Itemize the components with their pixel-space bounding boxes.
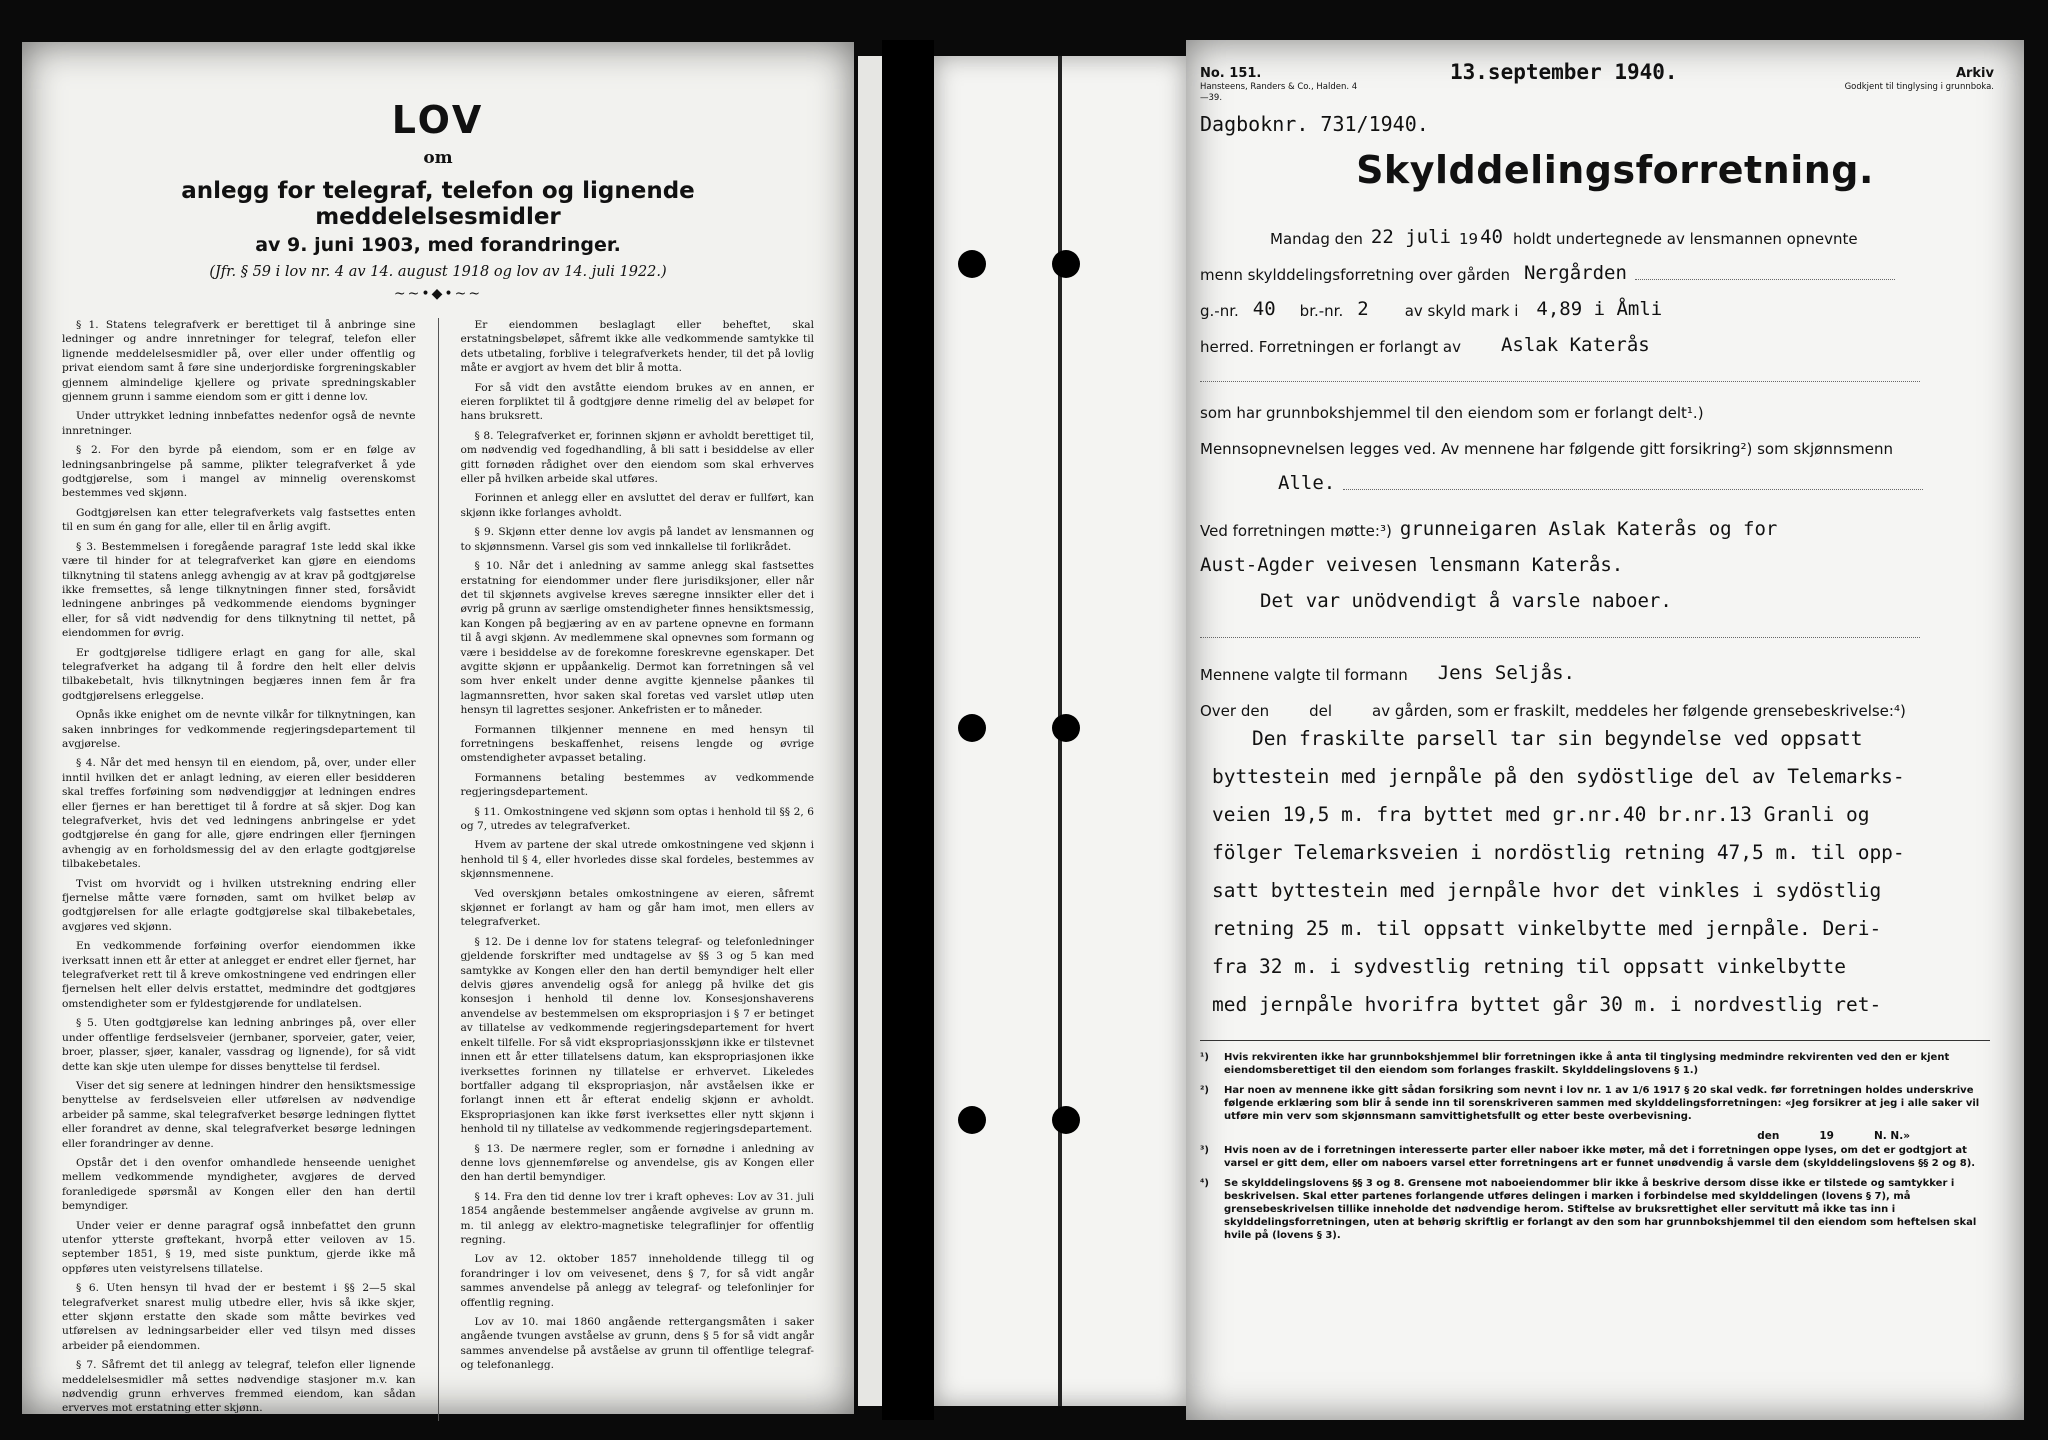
description-line: byttestein med jernpåle på den sydöstlige del av Telemarks- xyxy=(1212,765,1905,788)
footnote-number: ¹) xyxy=(1200,1052,1209,1063)
requester-value: Aslak Katerås xyxy=(1500,334,1650,356)
year-value: 40 xyxy=(1480,226,1503,248)
description-line: retning 25 m. til oppsatt vinkelbytte med jernpåle. Deri- xyxy=(1212,917,1882,940)
attended-value-2: Aust-Agder veivesen lensmann Katerås. xyxy=(1200,554,1624,576)
footnotes xyxy=(1200,1040,1990,1242)
label: herred. Forretningen er forlangt av xyxy=(1200,338,1461,356)
law-title: LOV xyxy=(391,98,485,142)
law-reference: (Jfr. § 59 i lov nr. 4 av 14. august 1918 og lov av 14. juli 1922.) xyxy=(209,264,667,280)
label: br.-nr. xyxy=(1299,302,1344,320)
form-row-numbers xyxy=(1200,284,1990,320)
law-paragraph: § 14. Fra den tid denne lov trer i kraft opheves: Lov av 31. juli 1854 angående bestemmelser angående avgivelse av grunn m. m. til anlegg av elektro-magnetiske telegraflinjer for offentlig regning. xyxy=(460,1190,814,1246)
form-row-attended-2 xyxy=(1200,540,1990,576)
footnote xyxy=(1200,1144,1990,1170)
label: 19 xyxy=(1458,230,1479,248)
law-paragraph: En vedkommende forføining overfor eiendommen ikke iverksatt innen ett år etter at anlegget er endret eller fjernet, har telegrafverket rett til å kreve omkostningene ved endringen eller fjernelsen helt eller delvis erstattet, medmindre det godtgjøres omstendigheter som er fyldestgjørende for undlatelsen. xyxy=(62,940,416,1010)
law-paragraph: § 1. Statens telegrafverk er berettiget til å anbringe sine ledninger og andre innretninger for telegraf, telefon eller lignende meddelelsesmidler på, over eller under offentlig og privat eiendom samt å føre sine underjordiske forgreningskabler gjennem almindelige kjellere og private spredningskabler gjennem grunn i samme eiendom som er gitt i denne lov. xyxy=(62,319,416,404)
law-paragraph: Formannen tilkjenner mennene en med hensyn til forretningens beskaffenhet, reisens lengde og øvrige omstendigheter avpasset betaling. xyxy=(460,723,814,765)
label: menn skylddelingsforretning over gården xyxy=(1200,266,1510,284)
dotted-line xyxy=(1200,635,1920,638)
law-paragraph: Under veier er denne paragraf også innbefattet den grunn utenfor ytterste grøftekant, hvorpå etter veiloven av 15. september 1851, § 19, med siste punktum, gjerde ikke må oppføres uten veistyrelsens tillatelse. xyxy=(62,1219,416,1275)
form-page xyxy=(1186,40,2024,1420)
form-row-attended xyxy=(1200,494,1990,540)
publisher: Hansteens, Randers & Co., Halden. 4—39. xyxy=(1200,82,1358,103)
law-column-2 xyxy=(460,318,814,1421)
law-paragraph: Formannens betaling bestemmes av vedkommende regjeringsdepartement. xyxy=(460,771,814,799)
gnr-value: 40 xyxy=(1252,298,1276,320)
boundary-description xyxy=(1200,720,1990,1024)
form-title: Skylddelingsforretning. xyxy=(1356,148,1874,192)
signature-line xyxy=(1200,1130,1910,1144)
description-line: Den fraskilte parsell tar sin begyndelse ved oppsatt xyxy=(1252,727,1863,750)
description-line: veien 19,5 m. fra byttet med gr.nr.40 br.nr.13 Granli og xyxy=(1212,803,1870,826)
form-number: No. 151. xyxy=(1200,66,1262,81)
signature-field: den xyxy=(1757,1130,1780,1142)
column-divider xyxy=(438,318,439,1421)
law-paragraph: § 2. For den byrde på eiendom, som er en følge av ledningsanbringelse på samme, plikter telegrafverket å yde godtgjørelse, som i mangel av minnelig overenskomst bestemmes ved skjønn. xyxy=(62,444,416,500)
punch-hole xyxy=(1052,1106,1080,1134)
label: Mennene valgte til formann xyxy=(1200,666,1408,684)
law-om: om xyxy=(423,148,453,168)
footnote-text: Har noen av mennene ikke gitt sådan forsikring som nevnt i lov nr. 1 av 1/6 1917 § 20 skal vedk. før forretningen holdes underskrive følgende erklæring som blir å sende inn til sorenskriveren sammen med skylddelingsforretningen: «Jeg forsikrer at jeg i alle saker vil utføre min verv som skjønnsmann samvittighetsfullt og etter beste overbevisning. xyxy=(1224,1085,1980,1122)
law-paragraph: Ved overskjønn betales omkostningene av eieren, såfremt skjønnet er forlangt av ham og går ham imot, men ellers av telegrafverket. xyxy=(460,887,814,929)
label: del xyxy=(1309,702,1333,720)
footnote-text: Hvis rekvirenten ikke har grunnbokshjemmel blir forretningen ikke å anta til tinglysing medmindre rekvirenten ved den er kjent eiendomsberettiget til den eiendom som forlanges fraskilt. Skylddelingslovens § 1.) xyxy=(1224,1052,1950,1076)
law-paragraph: Hvem av partene der skal utrede omkostningene ved skjønn i henhold til § 4, eller hvorledes disse skal fordeles, bestemmes av skjønnsmennene. xyxy=(460,839,814,881)
punch-hole xyxy=(1052,714,1080,742)
bnr-value: 2 xyxy=(1357,298,1369,320)
law-paragraph: Tvist om hvorvidt og i hvilken utstrekning endring eller fjernelse måtte være fornøden, samt om hvilket beløp av godtgjørelsen for alle erlagte godtgjørelse skal tilbakebetales, avgjøres ved skjønn. xyxy=(62,877,416,933)
law-paragraph: Under uttrykket ledning innbefattes nedenfor også de nevnte innretninger. xyxy=(62,410,416,437)
law-paragraph: § 6. Uten hensyn til hvad der er bestemt i §§ 2—5 skal telegrafverket snarest mulig utbedre eller, hvis så ikke skjer, etter skjønn erstatte den skade som måtte bevirkes ved utførelsen av ledningsarbeider eller ved tilsyn med disses arbeider på eiendommen. xyxy=(62,1282,416,1352)
dotted-line xyxy=(1200,379,1920,382)
form-row-men xyxy=(1200,422,1990,458)
label: av skyld mark i xyxy=(1404,302,1519,320)
description-line: med jernpåle hvorifra byttet går 30 m. i nordvestlig ret- xyxy=(1212,993,1882,1016)
law-paragraph: For så vidt den avståtte eiendom brukes av en annen, er eieren forpliktet til å godtgjøre denne rimelig del av beløpet for hans bruksrett. xyxy=(460,381,814,423)
description-line: fra 32 m. i sydvestlig retning til oppsatt vinkelbytte xyxy=(1212,955,1846,978)
law-paragraph: Lov av 12. oktober 1857 inneholdende tillegg til og forandringer i lov om veivesenet, dens § 7, for så vidt angår sammes anvendelse på anlegg av telegraf- og telefonlinjer for offentlig regning. xyxy=(460,1253,814,1309)
law-paragraph: Er godtgjørelse tidligere erlagt en gang for alle, skal telegrafverket ha adgang til å fordre den helt eller delvis tilbakebetalt, hvis tilknytningen begjæres innen fem år fra godtgjørelsens erleggelse. xyxy=(62,646,416,702)
archive-stamp: Arkiv xyxy=(1955,66,1994,81)
law-columns xyxy=(62,318,814,1421)
footnote xyxy=(1200,1177,1990,1242)
footnote-number: ⁴) xyxy=(1200,1177,1209,1189)
footnote-text: Se skylddelingslovens §§ 3 og 8. Grensene mot naboeiendommer blir ikke å beskrive dersom disse ikke er tilstede og samtykker i beskrivelsen. Skal etter partenes forlangende utføres delingen i marken i forbindelse med skylddelingen (lovens § 7), må grensebeskrivelsen tillike inneholde det nødvendige herom. Stiftelse av bruksrettighet eller servitutt må ikke tas inn i skylddelingsforretningen, uten at behørig skriftlig er forlangt av den som har grunnbokshjemmel til den eiendom som heftelsen skal hvile på (lovens § 3). xyxy=(1224,1177,1977,1241)
chairman-value: Jens Seljås. xyxy=(1437,662,1575,684)
law-subject: anlegg for telegraf, telefon og lignende meddelelsesmidler xyxy=(181,178,695,230)
form-date: 13.september 1940. xyxy=(1450,60,1678,84)
footnote-text: Hvis noen av de i forretningen interesserte parter eller naboer ikke møter, må det i forretningen oppe lyses, om det er godtgjort at varsel er gitt dem, eller om naboers varsel etter forretningens art er funnet unødvendig å varsle dem (skylddelingslovens §§ 2 og 8). xyxy=(1224,1144,1976,1169)
label: Mennsopnevnelsen legges ved. Av mennene har følgende gitt forsikring²) som skjønnsmenn xyxy=(1200,440,1894,458)
dotted-line xyxy=(1343,487,1923,490)
footnote-number: ³) xyxy=(1200,1144,1209,1156)
law-paragraph: § 7. Såfremt det til anlegg av telegraf, telefon eller lignende meddelelsesmidler må settes nødvendige stasjoner m.v. kan nødvendig grunn erhverves fremmed eiendom, kan sådan erverves mot erstatning etter skjønn. xyxy=(62,1359,416,1415)
law-paragraph: Forinnen et anlegg eller en avsluttet del derav er fullført, kan skjønn ikke forlanges avholdt. xyxy=(460,492,814,519)
form-row-alle xyxy=(1200,458,1990,494)
skyld-value: 4,89 i Åmli xyxy=(1536,298,1663,320)
form-row-boundary-label xyxy=(1200,684,1990,720)
journal-number: Dagboknr. 731/1940. xyxy=(1200,112,1429,136)
law-paragraph: § 13. De nærmere regler, som er fornødne i anledning av denne lovs gjennemførelse og anvendelse, gis av Kongen eller den han dertil bemyndiger. xyxy=(460,1142,814,1184)
form-row-hjemmel xyxy=(1200,386,1990,422)
law-paragraph: § 3. Bestemmelsen i foregående paragraf 1ste ledd skal ikke være til hinder for at telegrafverket kan gjøre en eiendoms tilknytning til statens anlegg avhengig av at krav på godtgjørelse ikke fremsettes, så lenge tilknytningen finner sted, forsåvidt ledningene anbringes på vedkommende eiendoms bygninger eller, for så vidt nødvendig for dens tilknytning til nettet, på eiendommen for øvrig. xyxy=(62,540,416,640)
law-date-line: av 9. juni 1903, med forandringer. xyxy=(255,234,621,256)
law-paragraph: Opnås ikke enighet om de nevnte vilkår for tilknytningen, kan saken innbringes for vedkommende regjeringsdepartement til avgjørelse. xyxy=(62,709,416,750)
law-paragraph: § 5. Uten godtgjørelse kan ledning anbringes på, over eller under offentlige ferdselsveier (jernbaner, sporveier, gater, veier, broer, plasser, sjøer, kanaler, vassdrag og lignende), for så vidt dette kan skje uten ulempe for disses benyttelse til ferdsel. xyxy=(62,1017,416,1073)
form-row-attended-3 xyxy=(1200,576,1990,612)
law-paragraph: Viser det sig senere at ledningen hindrer den hensiktsmessige benyttelse av ferdselsveien eller utførelsen av nødvendige arbeider på samme, skal telegrafverket besørge ledningen flyttet eller forandret av denne, skal telegrafverket besørge ledningen eller forandringer av denne. xyxy=(62,1079,416,1150)
binding-gutter xyxy=(882,40,934,1420)
law-paragraph: § 8. Telegrafverket er, forinnen skjønn er avholdt berettiget til, om nødvendig ved fogedhandling, å bli satt i besiddelse av eller gitt fornøden rådighet over den eiendom som skal erhverves eller på hvilken arbeide skal utføres. xyxy=(460,429,814,486)
law-paragraph: § 11. Omkostningene ved skjønn som optas i henhold til §§ 2, 6 og 7, utredes av telegrafverket. xyxy=(460,805,814,832)
dotted-line xyxy=(1635,277,1895,280)
label: holdt undertegnede av lensmannen opnevnte xyxy=(1512,230,1858,248)
law-paragraph: Godtgjørelsen kan etter telegrafverkets valg fastsettes enten til en sum én gang for alle, eller til en årlig avgift. xyxy=(62,506,416,534)
footnote-number: ²) xyxy=(1200,1085,1209,1096)
attended-value-3: Det var unödvendigt å varsle naboer. xyxy=(1260,590,1672,612)
label: av gården, som er fraskilt, meddeles her følgende grensebeskrivelse:⁴) xyxy=(1372,702,1906,720)
punch-hole xyxy=(958,714,986,742)
law-paragraph: Opstår det i den ovenfor omhandlede henseende uenighet mellem vedkommende myndigheter, avgjøres de derved foranledigede spørsmål av Kongen eller den han dertil bemyndiger. xyxy=(62,1156,416,1213)
signature-field: N. N.» xyxy=(1874,1130,1910,1142)
footnote xyxy=(1200,1051,1990,1077)
ornament-divider: ~~•◆•~~ xyxy=(393,286,483,302)
footnote xyxy=(1200,1084,1990,1123)
law-paragraph: § 9. Skjønn etter denne lov avgis på landet av lensmannen og to skjønnsmenn. Varsel gis som ved innkallelse til forlikrådet. xyxy=(460,526,814,553)
approval-note: Godkjent til tinglysing i grunnboka. xyxy=(1844,82,1994,92)
law-paragraph: § 10. Når det i anledning av samme anlegg skal fastsettes erstatning for eiendommer under flere jurisdiksjoner, eller når det til skjønnets avgivelse kreves særegne innsikter eller det i øvrig på grunn av særlige omstendigheter finnes hensiktsmessig, kan Kongen på begjæring av en av partene opnevne en formann til å avgi skjønn. Av medlemmene skal opnevnes som formann og være i besiddelse av de forekomne foreskrevne egenskaper. Det avgitte skjønn er uppåankelig. Dermot kan forretningen så vel som hver enkelt under denne avgitte kjennelse påankes til lagmannsretten, hvor saken skal foretas ved varslet utløp uten hensyn til lagrettes sesjoner. Ankefristen er to måneder. xyxy=(460,560,814,717)
label: Ved forretningen møtte:³) xyxy=(1200,522,1392,540)
label: g.-nr. xyxy=(1200,302,1239,320)
men-value: Alle. xyxy=(1278,472,1336,494)
form-row-date xyxy=(1200,212,1990,248)
law-column-1 xyxy=(62,318,416,1421)
label: Over den xyxy=(1200,702,1270,720)
day-value: 22 juli xyxy=(1370,226,1451,248)
signature-field: 19 xyxy=(1819,1130,1834,1142)
farm-value: Nergården xyxy=(1523,262,1627,284)
page-edge xyxy=(858,56,882,1406)
form-row-blank xyxy=(1200,356,1990,386)
label: som har grunnbokshjemmel til den eiendom som er forlangt delt¹.) xyxy=(1200,404,1704,422)
form-row-blank xyxy=(1200,612,1990,642)
law-paragraph: Er eiendommen beslaglagt eller beheftet, skal erstatningsbeløpet, såfremt ikke alle vedkommende samtykke til dets utbetaling, forblive i telegrafverkets hender, til det på lovlig måte er avgjort av hvem det blir å motta. xyxy=(460,319,814,375)
punch-hole xyxy=(958,250,986,278)
form-row-chairman xyxy=(1200,642,1990,684)
form-header xyxy=(1200,60,1994,110)
label: Mandag den xyxy=(1270,230,1363,248)
law-page xyxy=(22,42,854,1414)
form-row-requester xyxy=(1200,320,1990,356)
attended-value: grunneigaren Aslak Katerås og for xyxy=(1399,518,1778,540)
description-line: satt byttestein med jernpåle hvor det vinkles i sydöstlig xyxy=(1212,879,1882,902)
law-paragraph: § 12. De i denne lov for statens telegraf- og telefonledninger gjeldende forskrifter med undtagelse av §§ 3 og 5 kan med samtykke av Kongen eller den han dertil bemyndiger helt eller delvis gjøres anvendelig også for anlegg på hvilke det gis konsesjon i henhold til denne lov. Konsesjonshaverens anvendelse av bestemmelsen om ekspropriasjon i § 7 er betinget av tillatelse av vedkommende regjeringsdepartement for hvert enkelt tilfelle. For så vidt ekspropriasjonsskjønn ikke er tilstevnet innen ett år etter tillatelsens datum, kan ekspropriasjonen ikke iverksettes forinnen ny tillatelse er erhvervet. Likeledes bortfaller adgang til ekspropriasjon, når avståelsen ikke er forlangt innen ett år efterat endelig skjønn er avholdt. Ekspropriasjonen kan ikke først iverksettes eller nytt skjønn i henhold til ny tillatelse av vedkommende regjeringsdepartement. xyxy=(460,935,814,1136)
law-paragraph: § 4. Når det med hensyn til en eiendom, på, over, under eller inntil hvilken det er anlagt ledning, av eieren eller besidderen skal treffes forføining som nødvendiggjør at ledningen endres eller fjernes er han berettiget til å fordre at så skjer. Dog kan telegrafverket, hvis det ved ledningens anbringelse er ydet godtgjørelse én gang for alle, gjøre endringen eller fjerningen avhengig av en forholdsmessig del av den erlagte godtgjørelse tilbakebetales. xyxy=(62,757,416,871)
punch-hole xyxy=(1052,250,1080,278)
law-paragraph: Lov av 10. mai 1860 angående rettergangsmåten i saker angående tvungen avståelse av grunn, dens § 5 for så vidt angår sammes anvendelse på avståelse av grunn til offentlige telegraf- og telefonanlegg. xyxy=(460,1316,814,1372)
form-row-farm xyxy=(1200,248,1990,284)
punch-hole xyxy=(958,1106,986,1134)
description-line: fölger Telemarksveien i nordöstlig retning 47,5 m. til opp- xyxy=(1212,841,1905,864)
